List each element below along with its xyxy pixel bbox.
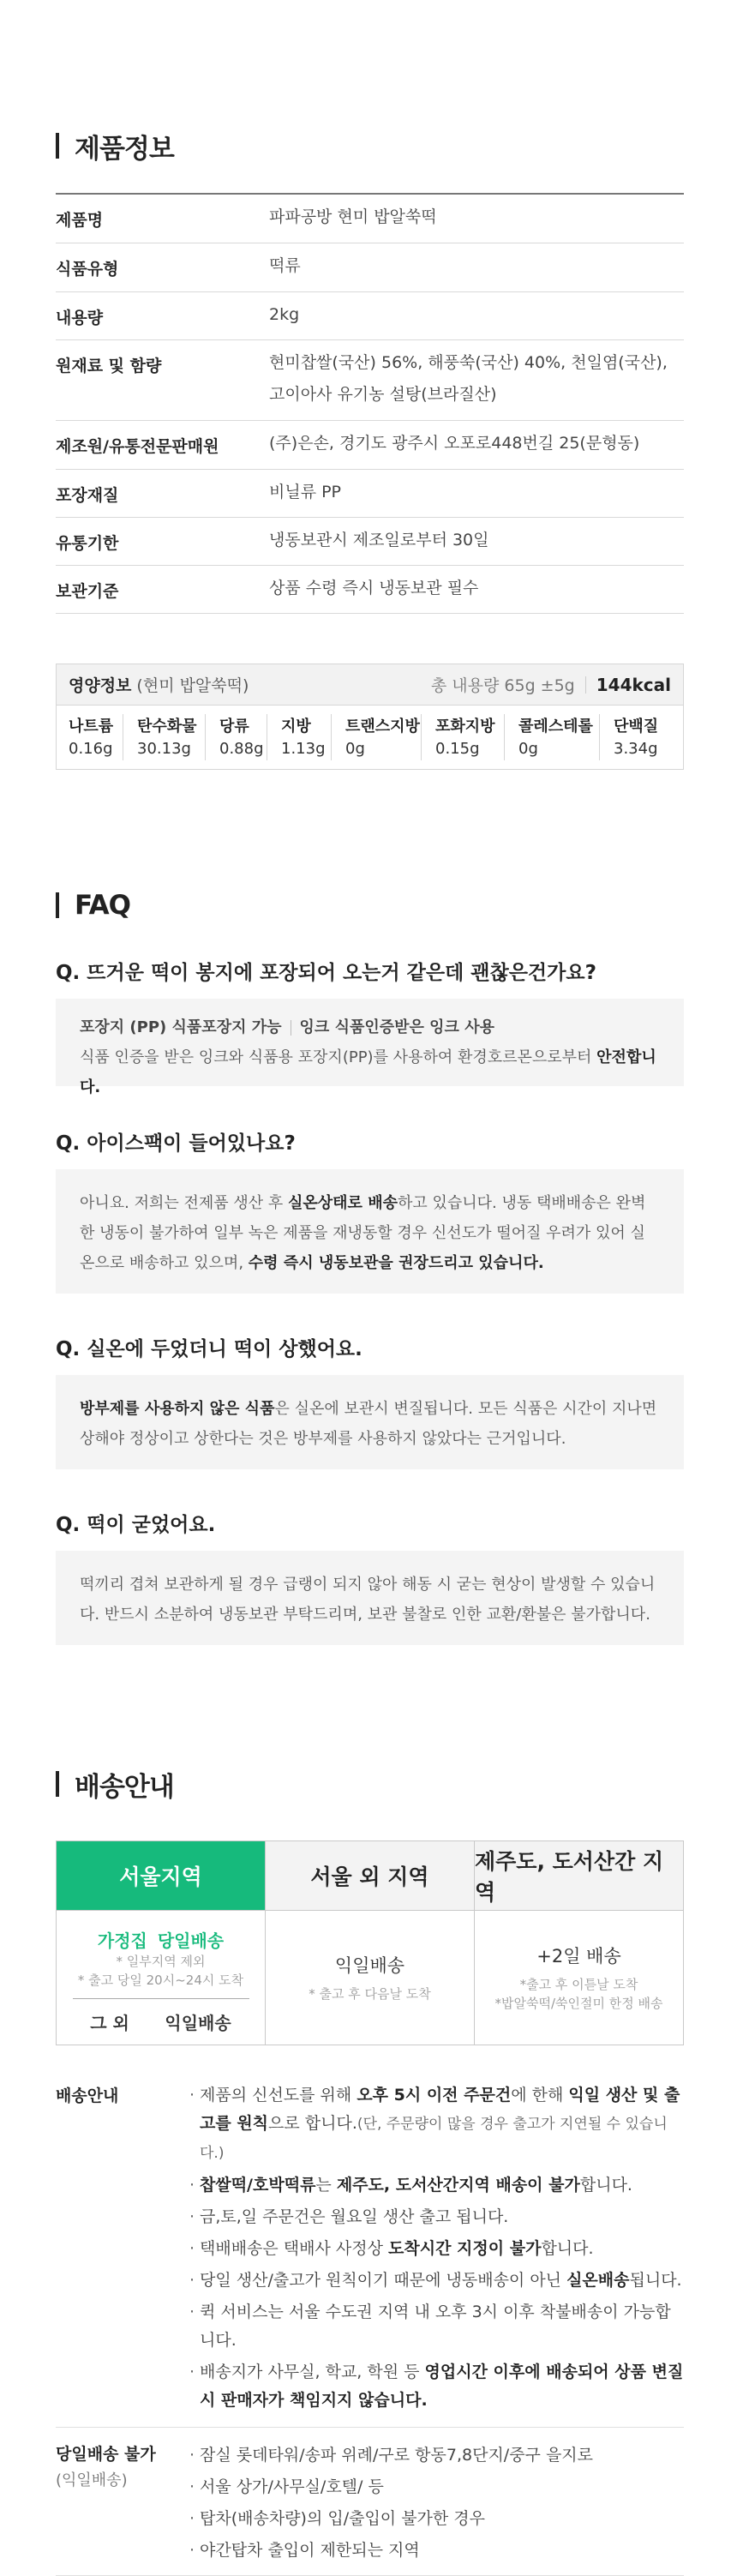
nutrient-name: 포화지방 bbox=[435, 718, 495, 736]
region-outside-seoul: 서울 외 지역 bbox=[265, 1841, 474, 1910]
list-item bbox=[189, 2171, 684, 2200]
faq-answer-bold: 안전합니다. bbox=[80, 1048, 656, 1096]
delivery-info-list bbox=[189, 2081, 684, 2418]
text: 으로 합니다. bbox=[268, 2114, 357, 2133]
faq-item bbox=[56, 957, 684, 1096]
info-key: 보관기준 bbox=[56, 582, 119, 601]
faq-answer-text: 식품 인증을 받은 잉크와 식품용 포장지(PP)를 사용하여 환경호르몬으로부터 bbox=[80, 1048, 597, 1066]
list-item: · 서울 상가/사무실/호텔/ 등 bbox=[189, 2473, 684, 2501]
nextday-label: 익일배송 bbox=[165, 2012, 231, 2033]
faq-answer bbox=[56, 1375, 684, 1469]
seoul-delivery-cell bbox=[57, 1911, 265, 2045]
faq-answer-text: 하고 있습니다. 냉동 택배배송은 완벽한 냉동이 불가하여 일부 녹은 제품을 재냉동할 경우 신선도가 떨어질 우려가 있어 실온으로 배송하고 있으며, bbox=[80, 1194, 646, 1272]
sameday-sub-text: (익일배송) bbox=[56, 2471, 128, 2489]
bold-text: 제주도, 도서산간지역 배송이 불가 bbox=[336, 2176, 580, 2195]
nutrition-header bbox=[57, 664, 683, 706]
list-item: · 잠실 롯데타워/송파 위례/구로 항동7,8단지/중구 을지로 bbox=[189, 2441, 684, 2470]
nutrient-name: 트랜스지방 bbox=[345, 718, 420, 736]
text: 는 bbox=[315, 2176, 337, 2195]
bold-text: 오후 5시 이전 주문건 bbox=[357, 2086, 512, 2105]
info-value: 2kg bbox=[269, 305, 300, 324]
nutrient-value: 0.88g bbox=[219, 740, 264, 758]
info-value: 현미찹쌀(국산) 56%, 해풍쑥(국산) 40%, 천일염(국산), 고이아사 유기농 설탕(브라질산) bbox=[269, 353, 668, 404]
nutrient bbox=[421, 714, 504, 760]
other-label: 그 외 bbox=[90, 2012, 129, 2033]
text: 택배배송은 택배사 사정상 bbox=[200, 2239, 389, 2258]
nutrition-body bbox=[57, 706, 683, 769]
faq-question: Q. 뜨거운 떡이 봉지에 포장되어 오는거 같은데 괜찮은건가요? bbox=[56, 962, 596, 984]
info-key: 식품유형 bbox=[56, 260, 119, 279]
info-row bbox=[56, 518, 684, 566]
faq-answer: 떡끼리 겹쳐 보관하게 될 경우 급랭이 되지 않아 해동 시 굳는 현상이 발생할 수 있습니다. 반드시 소분하여 냉동보관 부탁드리며, 보관 불찰로 인한 교환/환불은 불가합니다. bbox=[56, 1551, 684, 1645]
faq-answer-bold: 방부제를 사용하지 않은 식품 bbox=[80, 1400, 275, 1418]
nutrient-name: 콜레스테롤 bbox=[518, 718, 593, 736]
nutrition-total: 총 내용량 65g ±5g bbox=[430, 676, 575, 695]
outside-delivery-note: * 출고 후 다음날 도착 bbox=[309, 1986, 431, 2002]
nutrient-name: 나트륨 bbox=[69, 718, 114, 736]
info-key: 원재료 및 함량 bbox=[56, 357, 162, 375]
delivery-info bbox=[56, 2081, 684, 2576]
info-row bbox=[56, 470, 684, 518]
bold-text: 영업시간 이후에 배송되어 상품 변질 시 판매자가 책임지지 않습니다. bbox=[200, 2363, 684, 2410]
text: 에 한해 bbox=[511, 2086, 569, 2105]
region-seoul: 서울지역 bbox=[57, 1841, 265, 1910]
faq-answer bbox=[56, 1169, 684, 1294]
nutrition-label: 영양정보 bbox=[69, 676, 132, 695]
nutrient-value: 3.34g bbox=[614, 740, 658, 758]
faq-section bbox=[56, 770, 684, 1645]
faq-answer-text: 은 실온에 보관시 변질됩니다. 모든 식품은 시간이 지나면 상해야 정상이고 상한다는 것은 방부제를 사용하지 않았다는 근거입니다. bbox=[80, 1400, 657, 1448]
info-key: 내용량 bbox=[56, 309, 104, 327]
list-item: · 퀵 서비스는 서울 수도권 지역 내 오후 3시 이후 착불배송이 가능합니다. bbox=[189, 2298, 684, 2355]
title-bar bbox=[56, 1771, 59, 1797]
nutrient-name: 단백질 bbox=[614, 718, 659, 736]
info-value: 떡류 bbox=[269, 256, 301, 275]
faq-answer-line bbox=[80, 1042, 660, 1102]
ink-note: 잉크 식품인증받은 잉크 사용 bbox=[299, 1018, 494, 1036]
list-item bbox=[189, 2235, 684, 2263]
outside-delivery-cell bbox=[265, 1911, 474, 2045]
nutrient-value: 0g bbox=[518, 740, 538, 758]
region-jeju-islands: 제주도, 도서산간 지역 bbox=[474, 1841, 683, 1910]
title-bar bbox=[56, 892, 59, 918]
nutrient bbox=[57, 714, 123, 760]
list-item bbox=[189, 2081, 684, 2168]
nutrient bbox=[504, 714, 599, 760]
faq-answer-text: 아니요. 저희는 전제품 생산 후 bbox=[80, 1194, 288, 1212]
info-key: 제품명 bbox=[56, 211, 104, 230]
faq-item bbox=[56, 1509, 684, 1645]
nutrient bbox=[599, 714, 683, 760]
outside-delivery-label: 익일배송 bbox=[334, 1955, 405, 1976]
product-info-table bbox=[56, 193, 684, 614]
sameday-unavailable-label bbox=[56, 2441, 189, 2568]
info-row bbox=[56, 340, 684, 421]
info-row bbox=[56, 566, 684, 614]
delivery-info-row bbox=[56, 2081, 684, 2428]
jeju-note: *밥알쑥떡/쑥인절미 한정 배송 bbox=[494, 1996, 663, 2011]
faq-item bbox=[56, 1127, 684, 1294]
nutrient-name: 당류 bbox=[219, 718, 249, 736]
region-body-row bbox=[57, 1910, 683, 2045]
faq-answer bbox=[56, 999, 684, 1096]
delivery-title bbox=[56, 1767, 684, 1801]
nutrient-value: 1.13g bbox=[281, 740, 326, 758]
delivery-region-table bbox=[56, 1840, 684, 2045]
info-row bbox=[56, 421, 684, 470]
nutrient bbox=[205, 714, 267, 760]
bold-text: 도착시간 지정이 불가 bbox=[388, 2239, 542, 2258]
bold-text: 익일 생산 및 출고를 원칙 bbox=[200, 2086, 680, 2133]
info-value: 파파공방 현미 밥알쑥떡 bbox=[269, 207, 437, 226]
sameday-label: 당일배송 bbox=[157, 1930, 225, 1951]
product-info-title bbox=[56, 129, 684, 163]
info-value: 비닐류 PP bbox=[269, 483, 342, 501]
nutrient bbox=[123, 714, 205, 760]
info-row bbox=[56, 243, 684, 292]
nutrient-value: 0g bbox=[345, 740, 365, 758]
list-item: · 탑차(배송차량)의 입/출입이 불가한 경우 bbox=[189, 2505, 684, 2533]
sameday-unavailable-row bbox=[56, 2428, 684, 2576]
nutrient-value: 0.16g bbox=[69, 740, 113, 758]
faq-answer-bold: 실온상태로 배송 bbox=[288, 1194, 398, 1212]
title-bar bbox=[56, 133, 59, 159]
nutrient-name: 지방 bbox=[281, 718, 311, 736]
jeju-delivery-label: +2일 배송 bbox=[536, 1946, 621, 1967]
nutrient-value: 0.15g bbox=[435, 740, 480, 758]
faq-title-text: FAQ bbox=[75, 890, 130, 921]
region-header-row bbox=[57, 1841, 683, 1910]
text: 합니다. bbox=[541, 2239, 594, 2258]
nutrition-product: (현미 밥알쑥떡) bbox=[136, 676, 249, 695]
nutrition-box bbox=[56, 664, 684, 770]
text: 됩니다. bbox=[629, 2271, 682, 2290]
faq-item bbox=[56, 1333, 684, 1469]
sameday-unavailable-list bbox=[189, 2441, 684, 2568]
info-key: 제조원/유통전문판매원 bbox=[56, 437, 219, 456]
bold-text: 실온배송 bbox=[566, 2271, 630, 2290]
text: 당일 생산/출고가 원칙이기 때문에 냉동배송이 아닌 bbox=[200, 2271, 567, 2290]
delivery-title-text: 배송안내 bbox=[75, 1771, 174, 1803]
nutrient bbox=[331, 714, 421, 760]
seoul-other bbox=[73, 1998, 249, 2034]
text: 제품의 신선도를 위해 bbox=[200, 2086, 357, 2105]
faq-question: Q. 떡이 굳었어요. bbox=[56, 1514, 216, 1536]
nutrition-kcal: 144kcal bbox=[596, 674, 671, 695]
home-label: 가정집 bbox=[97, 1930, 147, 1951]
info-row bbox=[56, 292, 684, 340]
bold-text: 찹쌀떡/호박떡류 bbox=[200, 2176, 316, 2195]
faq-question: Q. 실온에 두었더니 떡이 상했어요. bbox=[56, 1338, 363, 1360]
nutrient-name: 탄수화물 bbox=[137, 718, 197, 736]
muted-text: (단, 주문량이 많을 경우 출고가 지연될 수 있습니다.) bbox=[200, 2116, 668, 2162]
seoul-note: * 일부지역 제외 bbox=[116, 1953, 206, 1969]
list-item: · 야간탑차 출입이 제한되는 지역 bbox=[189, 2537, 684, 2565]
faq-answer-line bbox=[80, 1012, 660, 1042]
info-value: 상품 수령 즉시 냉동보관 필수 bbox=[269, 579, 479, 597]
text: 합니다. bbox=[579, 2176, 632, 2195]
jeju-delivery-cell bbox=[474, 1911, 683, 2045]
info-row bbox=[56, 195, 684, 243]
seoul-note: * 출고 당일 20시~24시 도착 bbox=[77, 1972, 244, 1988]
info-value: (주)은손, 경기도 광주시 오포로448번길 25(문형동) bbox=[269, 434, 640, 453]
faq-question: Q. 아이스팩이 들어있나요? bbox=[56, 1132, 296, 1155]
faq-title bbox=[56, 888, 684, 922]
faq-answer-bold: 수령 즉시 냉동보관을 권장드리고 있습니다. bbox=[248, 1254, 544, 1272]
delivery-info-label: 배송안내 bbox=[56, 2087, 119, 2105]
delivery-section bbox=[56, 1645, 684, 2576]
info-key: 포장재질 bbox=[56, 486, 119, 505]
info-value: 냉동보관시 제조일로부터 30일 bbox=[269, 531, 489, 549]
list-item bbox=[189, 2267, 684, 2295]
seoul-sameday bbox=[93, 1927, 229, 1952]
nutrient-value: 30.13g bbox=[137, 740, 191, 758]
list-item: · 금,토,일 주문건은 월요일 생산 출고 됩니다. bbox=[189, 2203, 684, 2231]
nutrient bbox=[267, 714, 331, 760]
info-key: 유통기한 bbox=[56, 534, 119, 553]
product-info-section bbox=[56, 0, 684, 770]
text: 배송지가 사무실, 학교, 학원 등 bbox=[200, 2363, 425, 2381]
divider bbox=[585, 676, 586, 694]
list-item bbox=[189, 2358, 684, 2415]
jeju-note: *출고 후 이튿날 도착 bbox=[519, 1977, 638, 1992]
sameday-label-text: 당일배송 불가 bbox=[56, 2445, 156, 2464]
pp-note: 포장지 (PP) 식품포장지 가능 bbox=[80, 1018, 282, 1036]
product-info-title-text: 제품정보 bbox=[75, 133, 174, 165]
